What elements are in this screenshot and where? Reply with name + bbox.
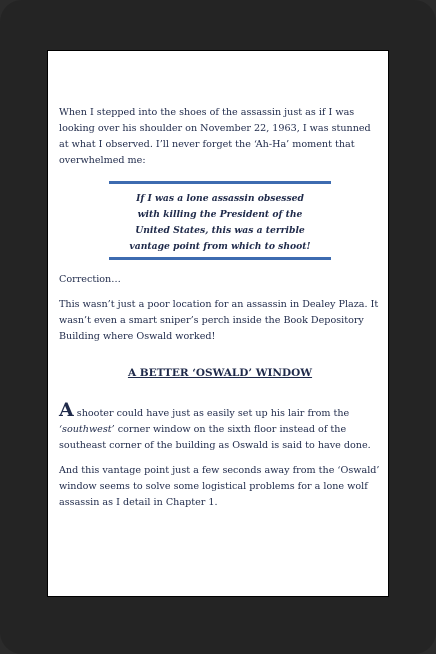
paragraph-4-text: shooter could have just as easily set up his lair from the bbox=[73, 408, 350, 419]
quote-line: If I was a lone assassin obsessed bbox=[136, 193, 304, 204]
paragraph-1: When I stepped into the shoes of the assassin just as if I was looking over his shoulder on November 22, 1963, I was stunned at what I observed. I’ll never forget the ‘Ah-Ha’ moment that overwhelmed me: bbox=[59, 107, 371, 166]
paragraph-4 bbox=[59, 399, 381, 454]
quote-line: with killing the President of the bbox=[137, 209, 303, 220]
page-content bbox=[59, 105, 381, 520]
quote-line: United States, this was a terrible bbox=[135, 225, 305, 236]
paragraph-2: Correction… bbox=[59, 274, 121, 285]
quote-line: vantage point from which to shoot! bbox=[129, 241, 311, 252]
paragraph-4-emphasis: ‘southwest’ bbox=[59, 424, 115, 435]
paragraph-3: This wasn’t just a poor location for an assassin in Dealey Plaza. It wasn’t even a smart sniper’s perch inside the Book Depository Building where Oswald worked! bbox=[59, 299, 379, 342]
book-page[interactable] bbox=[47, 50, 389, 597]
paragraph-4-text-end: corner window on the sixth floor instead of the southeast corner of the building as Oswald is said to have done. bbox=[59, 424, 371, 451]
pull-quote bbox=[109, 181, 331, 260]
drop-cap: A bbox=[59, 399, 74, 421]
section-heading: A BETTER ‘OSWALD’ WINDOW bbox=[127, 367, 313, 379]
paragraph-5: And this vantage point just a few seconds away from the ‘Oswald’ window seems to solve some logistical problems for a lone wolf assassin as I detail in Chapter 1. bbox=[59, 465, 380, 508]
